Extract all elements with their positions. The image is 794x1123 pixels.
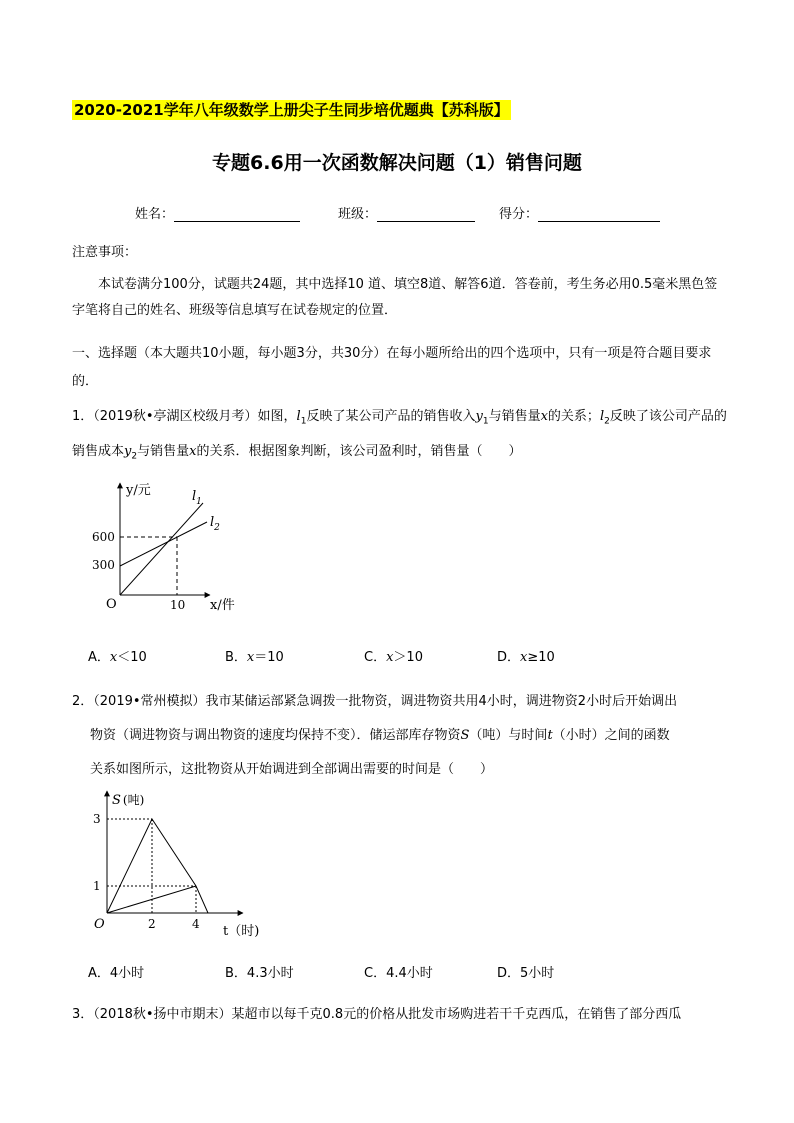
figure-2-graph bbox=[80, 785, 280, 945]
l1-label: $l_1$ bbox=[192, 489, 202, 507]
tick-2: 2 bbox=[148, 917, 156, 931]
name-label: 姓名： bbox=[135, 207, 175, 222]
q2-option-d[interactable]: D．5小时 bbox=[497, 966, 555, 981]
line-l1 bbox=[120, 503, 203, 595]
figure-1-graph bbox=[80, 478, 280, 618]
x-axis-label: x/件 bbox=[210, 598, 235, 613]
x-axis-label: t（时) bbox=[223, 924, 260, 939]
q2-option-c[interactable]: C．4.4小时 bbox=[364, 966, 433, 981]
q2-option-b[interactable]: B．4.3小时 bbox=[225, 966, 294, 981]
y-axis-label: y/元 bbox=[126, 483, 151, 498]
line-l2 bbox=[120, 522, 207, 566]
score-label: 得分： bbox=[499, 207, 539, 222]
q1-option-b[interactable]: B．x＝10 bbox=[225, 650, 284, 665]
series-banner: 2020-2021学年八年级数学上册尖子生同步培优题典【苏科版】 bbox=[74, 101, 509, 119]
score-field bbox=[499, 203, 660, 222]
class-blank[interactable] bbox=[377, 207, 475, 222]
section-heading: 一、选择题（本大题共10小题，每小题3分，共30分）在每小题所给出的四个选项中，只有一项是符合题目要求的． bbox=[72, 346, 712, 389]
class-label: 班级： bbox=[338, 207, 378, 222]
q1-option-c[interactable]: C．x＞10 bbox=[364, 650, 423, 665]
tick-4: 4 bbox=[192, 917, 200, 931]
name-blank[interactable] bbox=[174, 207, 300, 222]
question-2-text: 2．（2019•常州模拟）我市某储运部紧急调拨一批物资，调进物资共用4小时，调进物资2小时后开始调出 物资（调进物资与调出物资的速度均保持不变）．储运部库存物资S（吨）与时间t（小时）之间的函数 关系如图所示，这批物资从开始调进到全部调出需要的时间是（ ） bbox=[72, 694, 678, 777]
notice-text: 本试卷满分100分，试题共24题，其中选择10 道、填空8道、解答6道．答卷前，考生务必用0.5毫米黑色签字笔将自己的姓名、班级等信息填写在试卷规定的位置． bbox=[72, 277, 718, 318]
question-1-text: 1．（2019秋•亭湖区校级月考）如图，$l_1$反映了某公司产品的销售收入$y_1$与销售量x的关系；$l_2$反映了该公司产品的销售成本$y_2$与销售量x的关系．根据图象判断，该公司盈利时，销售量（ ） bbox=[72, 409, 727, 462]
l2-label: $l_2$ bbox=[210, 515, 220, 533]
class-field bbox=[338, 203, 475, 222]
stock-line bbox=[107, 819, 208, 913]
tick-600: 600 bbox=[92, 530, 115, 544]
score-blank[interactable] bbox=[538, 207, 660, 222]
tick-300: 300 bbox=[92, 558, 115, 572]
notice-heading: 注意事项： bbox=[72, 245, 138, 260]
y-axis-label: S (吨) bbox=[112, 793, 145, 808]
tick-3: 3 bbox=[93, 812, 101, 826]
question-3-text: 3．（2018秋•扬中市期末）某超市以每千克0.8元的价格从批发市场购进若干千克西瓜，在销售了部分西瓜 bbox=[72, 1007, 682, 1022]
origin-label: O bbox=[106, 597, 117, 612]
tick-10: 10 bbox=[170, 598, 186, 612]
page-title: 专题6.6用一次函数解决问题（1）销售问题 bbox=[212, 152, 582, 174]
q1-option-a[interactable]: A．x＜10 bbox=[88, 650, 147, 665]
q2-option-a[interactable]: A．4小时 bbox=[88, 966, 145, 981]
q1-option-d[interactable]: D．x≥10 bbox=[497, 650, 555, 665]
tick-1: 1 bbox=[93, 879, 101, 893]
origin-label: O bbox=[94, 917, 105, 932]
name-field bbox=[135, 203, 300, 222]
